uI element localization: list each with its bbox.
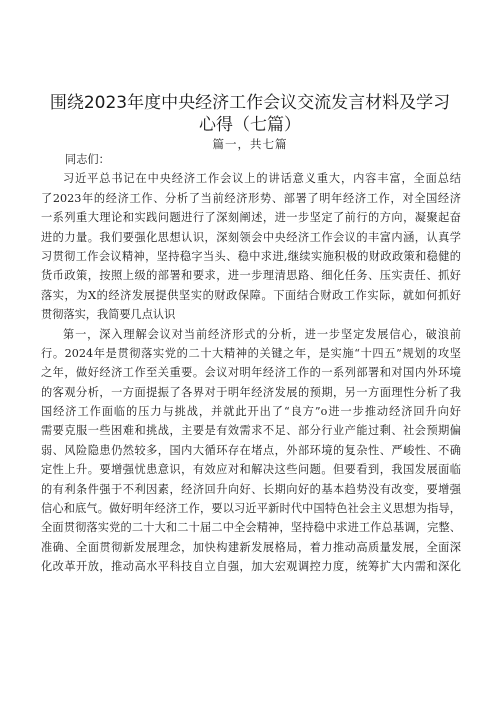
paragraph-line: 定性上升。要增强忧患意识，有效应对和解决这些问题。但要看到，我国发展面临 bbox=[41, 463, 461, 477]
paragraph-line: 贯彻落实，我简要几点认识 bbox=[41, 308, 176, 322]
title-line-2: 心得（七篇） bbox=[199, 115, 301, 135]
paragraph-line: 全面贯彻落实党的二十大和二十届二中全会精神，坚持稳中求进工作总基调，完整、 bbox=[41, 521, 461, 535]
paragraph-line: 的有利条件强于不利因素，经济回升向好、长期向好的基本趋势没有改变，要增强 bbox=[41, 482, 461, 496]
title-line-1: 围绕2023年度中央经济工作会议交流发言材料及学习 bbox=[49, 93, 451, 113]
paragraph-line: 落实，为X的经济发展提供坚实的财政保障。下面结合财政工作实际，就如何抓好 bbox=[41, 288, 461, 302]
paragraph-line: 国经济工作面临的压力与挑战，并就此开出了“良方”o进一步推动经济回升向好 bbox=[41, 405, 461, 419]
document-body bbox=[41, 148, 461, 577]
paragraph-line: 第一，深入理解会议对当前经济形式的分析，进一步坚定发展信心，破浪前 bbox=[63, 327, 461, 341]
paragraph-line: 习近平总书记在中央经济工作会议上的讲话意义重大，内容丰富，全面总结 bbox=[63, 172, 461, 186]
paragraph-line: 之年，做好经济工作至关重要。会议对明年经济工作的一系列部署和对国内外环境 bbox=[41, 366, 461, 380]
paragraph-line: 弱、风险隐患仍然较多，国内大循环存在堵点，外部环境的复杂性、严峻性、不确 bbox=[41, 443, 461, 457]
section-heading: 篇一，共七篇 bbox=[212, 137, 288, 151]
paragraph-line: 需要克服一些困难和挑战，主要是有效需求不足、部分行业产能过剩、社会预期偏 bbox=[41, 424, 461, 438]
paragraph-2 bbox=[41, 325, 461, 577]
paragraph-line: 准确、全面贯彻新发展理念，加快构建新发展格局，着力推动高质量发展，全面深 bbox=[41, 540, 461, 554]
paragraph-line: 信心和底气。做好明年经济工作，要以习近平新时代中国特色社会主义思想为指导， bbox=[41, 502, 461, 516]
paragraph-line: 进的力量。我们要强化思想认识，深刻领会中央经济工作会议的丰富内涵，认真学 bbox=[41, 230, 461, 244]
paragraph-line: 习贯彻工作会议精神，坚持稳字当头、稳中求进,继续实施积极的财政政策和稳健的 bbox=[41, 249, 461, 263]
paragraph-line: 的客观分析，一方面提振了各界对于明年经济发展的预期，另一方面理性分析了我 bbox=[41, 385, 461, 399]
document-title bbox=[40, 92, 460, 136]
paragraph-line: 货币政策，按照上级的部署和要求，进一步理清思路、细化任务、压实责任、抓好 bbox=[41, 269, 461, 283]
paragraph-line: 一系列重大理论和实践问题进行了深刻阐述，进一步坚定了前行的方向，凝聚起奋 bbox=[41, 211, 461, 225]
paragraph-line: 化改革开放，推动高水平科技自立自强，加大宏观调控力度，统筹扩大内需和深化 bbox=[41, 560, 461, 574]
paragraph-line: 行。2024年是贯彻落实党的二十大精神的关键之年，是实施“十四五”规划的攻坚 bbox=[41, 346, 461, 360]
greeting: 同志们： bbox=[65, 153, 110, 166]
paragraph-line: 了2023年的经济工作、分析了当前经济形势、部署了明年经济工作，对全国经济 bbox=[41, 191, 461, 205]
paragraph-1 bbox=[41, 169, 461, 324]
